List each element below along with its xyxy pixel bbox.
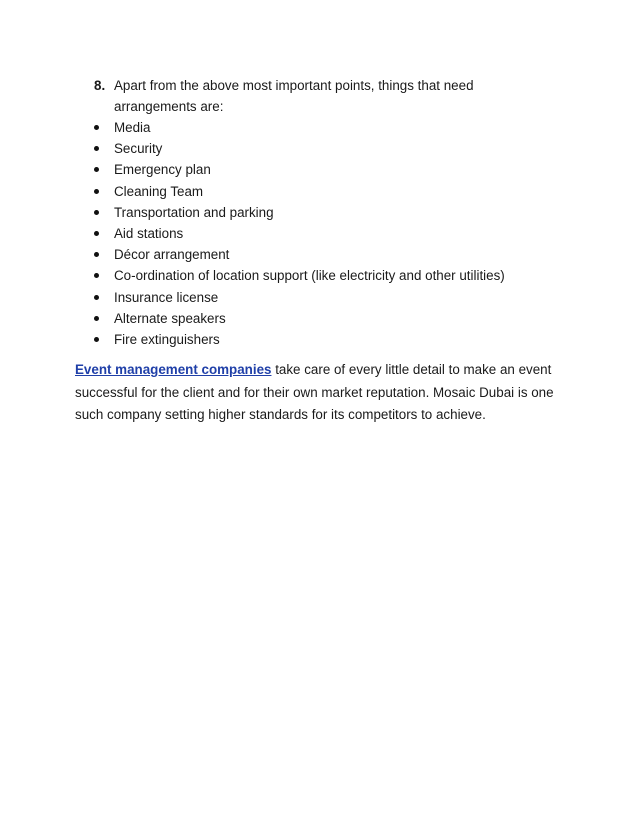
list-item-text: Security	[114, 141, 163, 157]
bullet-icon	[94, 167, 99, 172]
bullet-icon	[94, 231, 99, 236]
bullet-icon	[94, 146, 99, 151]
list-item	[94, 181, 505, 202]
list-item-text: Emergency plan	[114, 162, 211, 178]
bullet-icon	[94, 316, 99, 321]
bullet-icon	[94, 125, 99, 130]
list-item-text: Cleaning Team	[114, 183, 204, 199]
list-item	[94, 117, 505, 138]
list-item	[94, 138, 505, 159]
list-item-text: Fire extinguishers	[114, 332, 220, 348]
list-item-text: Co-ordination of location support (like electricity and other utilities)	[114, 268, 505, 284]
list-item	[94, 265, 505, 286]
list-item-text: Insurance license	[114, 289, 219, 305]
list-item-text: Aid stations	[114, 226, 184, 242]
bullet-icon	[94, 273, 99, 278]
numbered-list-item	[94, 75, 554, 117]
list-item	[94, 329, 505, 350]
list-item	[94, 202, 505, 223]
bullet-list	[94, 117, 505, 350]
closing-paragraph-text: take care of every little detail to make an event successful for the client and for their own market reputation. Mosaic Dubai is one such company setting higher standards for its competitors to achieve.	[75, 362, 554, 422]
list-item	[94, 223, 505, 244]
closing-paragraph	[75, 359, 567, 427]
list-item	[94, 159, 505, 180]
bullet-icon	[94, 210, 99, 215]
bullet-icon	[94, 252, 99, 257]
bullet-icon	[94, 295, 99, 300]
numbered-item-text: Apart from the above most important points, things that need arrangements are:	[114, 78, 474, 114]
list-item-text: Décor arrangement	[114, 247, 230, 263]
list-item-text: Media	[114, 120, 151, 135]
event-management-link[interactable]: Event management companies	[75, 362, 272, 377]
list-item-text: Transportation and parking	[114, 204, 274, 220]
bullet-icon	[94, 189, 99, 194]
list-item	[94, 287, 505, 308]
list-item-text: Alternate speakers	[114, 310, 226, 326]
list-number: 8.	[94, 78, 106, 93]
bullet-icon	[94, 337, 99, 342]
list-item	[94, 244, 505, 265]
list-item	[94, 308, 505, 329]
